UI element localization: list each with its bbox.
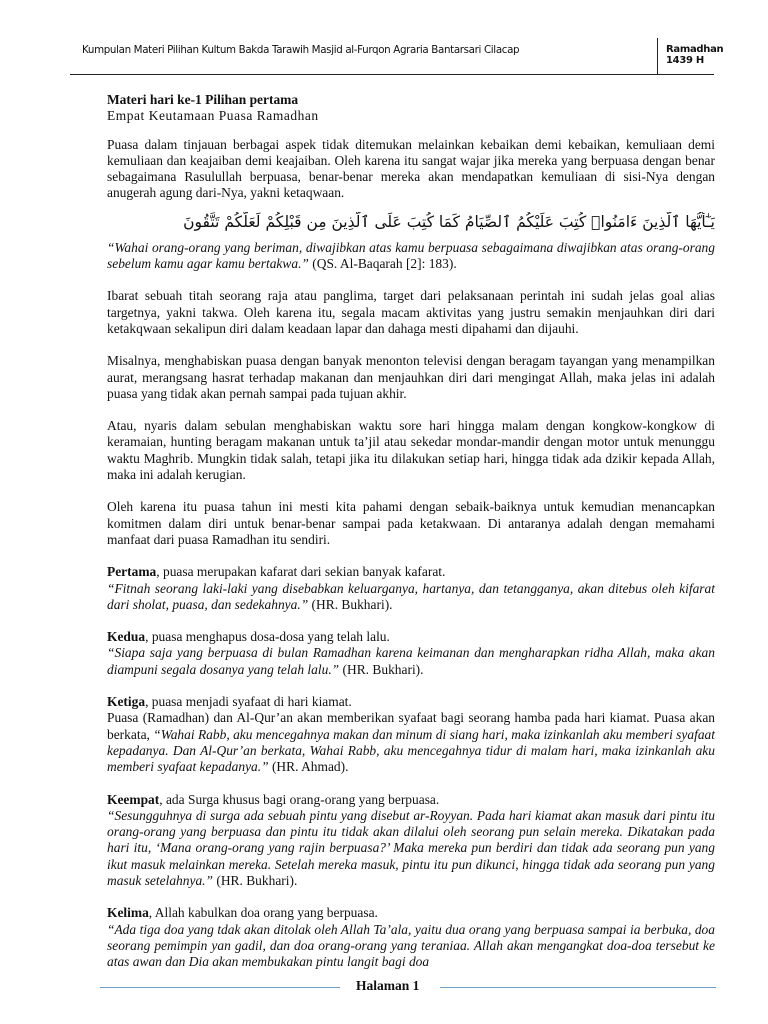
section-label: Kedua — [107, 629, 146, 645]
hadith-reference: (HR. Bukhari). — [342, 661, 424, 677]
hadith-quote: “Ada tiga doa yang tdak akan ditolak oleh Allah Ta’ala, yaitu dua orang yang berpuasa sampai ia berbuka, doa seorang pemimpin yan gadil, dan doa orang-orang yang teraniaa. Allah akan mengangkat doa-doa tersebut ke atas awan dan Dia akan membukakan pintu langit bagi doa — [107, 921, 715, 970]
section-heading: , puasa menghapus dosa-dosa yang telah lalu. — [145, 629, 390, 645]
section-fourth — [107, 792, 715, 890]
section-heading: , puasa merupakan kafarat dari sekian banyak kafarat. — [156, 564, 446, 580]
section-heading: , Allah kabulkan doa orang yang berpuasa. — [148, 905, 378, 921]
section-heading: , puasa menjadi syafaat di hari kiamat. — [145, 694, 352, 710]
paragraph-2: Ibarat sebuah titah seorang raja atau panglima, target dari pelaksanaan perintah ini sudah jelas goal alias targetnya, yakni takwa. Oleh karena itu, segala macam aktivitas yang justru semakin menjauhkan diri dari ketakqwaan sekalipun diri dalam keadaan lapar dan dahaga mesti dipahami dan dijauhi. — [107, 288, 715, 336]
verse-reference: (QS. Al-Baqarah [2]: 183). — [312, 256, 457, 272]
page-number: Halaman 1 — [356, 978, 420, 993]
hadith-quote: “Fitnah seorang laki-laki yang disebabkan keluarganya, hartanya, dan tetangganya, akan ditebus oleh kifarat dari sholat, puasa, dan sedekahnya.” — [107, 580, 715, 612]
paragraph-intro: Puasa dalam tinjauan berbagai aspek tidak ditemukan melainkan kebaikan demi kebaikan, kemuliaan demi kemuliaan dan keajaiban demi keajaiban. Oleh karena itu sangat wajar jika mereka yang berpuasa dengan benar sebagaimana Rasulullah berpuasa, benar-benar mereka akan mendapatkan kemuliaan di sisi-Nya dengan anugerah agung dari-Nya, yakni ketaqwaan. — [107, 136, 715, 201]
hadith-quote: “Wahai Rabb, aku mencegahnya makan dan minum di siang hari, maka izinkanlah aku memberi syafaat kepadanya. Dan Al-Qur’an berkata, Wahai Rabb, aku mencegahnya tidur di malam hari, maka izinkanlah aku memberi syafaat kepadanya.” — [107, 726, 715, 775]
running-header — [70, 38, 724, 75]
paragraph-4: Atau, nyaris dalam sebulan menghabiskan waktu sore hari hingga malam dengan kongkow-kongkow di keramaian, hunting beragam makanan untuk ta’jil atau sekedar mondar-mandir dengan motor untuk menunggu waktu Maghrib. Mungkin tidak salah, tetapi jika itu dilakukan setiap hari, hingga tidak ada dzikir kepada Allah, maka ini adalah kerugian. — [107, 418, 715, 483]
header-period: Ramadhan 1439 H — [666, 44, 724, 66]
hadith-quote: “Siapa saja yang berpuasa di bulan Ramadhan karena keimanan dan mengharapkan ridha Allah, maka akan diampuni segala dosanya yang telah lalu.” — [107, 645, 715, 677]
section-third — [107, 694, 715, 775]
header-divider — [657, 38, 658, 74]
verse-quote: “Wahai orang-orang yang beriman, diwajibkan atas kamu berpuasa sebagaimana diwajibkan atas orang-orang sebelum kamu agar kamu bertakwa.” — [107, 239, 715, 272]
page-body — [107, 92, 715, 986]
paragraph-3: Misalnya, menghabiskan puasa dengan banyak menonton televisi dengan beragam tayangan yang menampilkan aurat, merangsang hasrat terhadap makanan dan menjauhkan diri dari mengingat Allah, maka jelas ini adalah puasa yang tidak akan pernah sampai pada tujuan akhir. — [107, 353, 715, 401]
section-label: Pertama — [107, 564, 157, 580]
section-label: Ketiga — [107, 694, 146, 710]
page-title: Materi hari ke-1 Pilihan pertama — [107, 92, 299, 107]
section-label: Keempat — [107, 791, 160, 807]
paragraph-5: Oleh karena itu puasa tahun ini mesti kita pahami dengan sebaik-baiknya untuk kemudian menancapkan komitmen dalam diri untuk benar-benar sampai pada ketakwaan. Di antaranya adalah dengan memahami manfaat dari puasa Ramadhan itu sendiri. — [107, 499, 715, 547]
verse-translation — [107, 240, 715, 273]
arabic-verse: يَـٰٓأَيُّهَا ٱلَّذِينَ ءَامَنُوا۟ كُتِبَ عَلَيْكُمُ ٱلصِّيَامُ كَمَا كُتِبَ عَلَى ٱلَّذِينَ مِن قَبْلِكُمْ لَعَلَّكُمْ تَتَّقُونَ — [183, 212, 715, 231]
footer-rule-left — [100, 987, 340, 988]
section-heading: , ada Surga khusus bagi orang-orang yang berpuasa. — [159, 791, 440, 807]
footer-rule-right — [440, 987, 716, 988]
header-title: Kumpulan Materi Pilihan Kultum Bakda Tarawih Masjid al-Furqon Agraria Bantarsari Cilacap — [82, 44, 520, 56]
hadith-quote: “Sesungguhnya di surga ada sebuah pintu yang disebut ar-Royyan. Pada hari kiamat akan masuk dari pintu itu orang-orang yang berpuasa dan pintu itu tidak akan dilalui oleh seorang pun selain mereka. Dikatakan pada hari itu, ‘Mana orang-orang yang rajin berpuasa?’ Maka mereka pun berdiri dan tidak ada seorang pun yang ikut masuk melainkan mereka. Setelah mereka masuk, pintu itu pun dikunci, hingga tidak ada seorang pun yang masuk setelahnya.” — [107, 807, 715, 888]
hadith-reference: (HR. Bukhari). — [311, 596, 393, 612]
section-body: Puasa (Ramadhan) dan Al-Qur’an akan memberikan syafaat bagi seorang hamba pada hari kiamat. Puasa akan berkata, — [107, 710, 715, 742]
hadith-reference: (HR. Ahmad). — [271, 759, 349, 775]
page-subtitle: Empat Keutamaan Puasa Ramadhan — [107, 108, 319, 124]
hadith-reference: (HR. Bukhari). — [216, 872, 298, 888]
section-fifth — [107, 905, 715, 970]
section-first — [107, 564, 715, 613]
section-second — [107, 629, 715, 678]
section-label: Kelima — [107, 905, 149, 921]
